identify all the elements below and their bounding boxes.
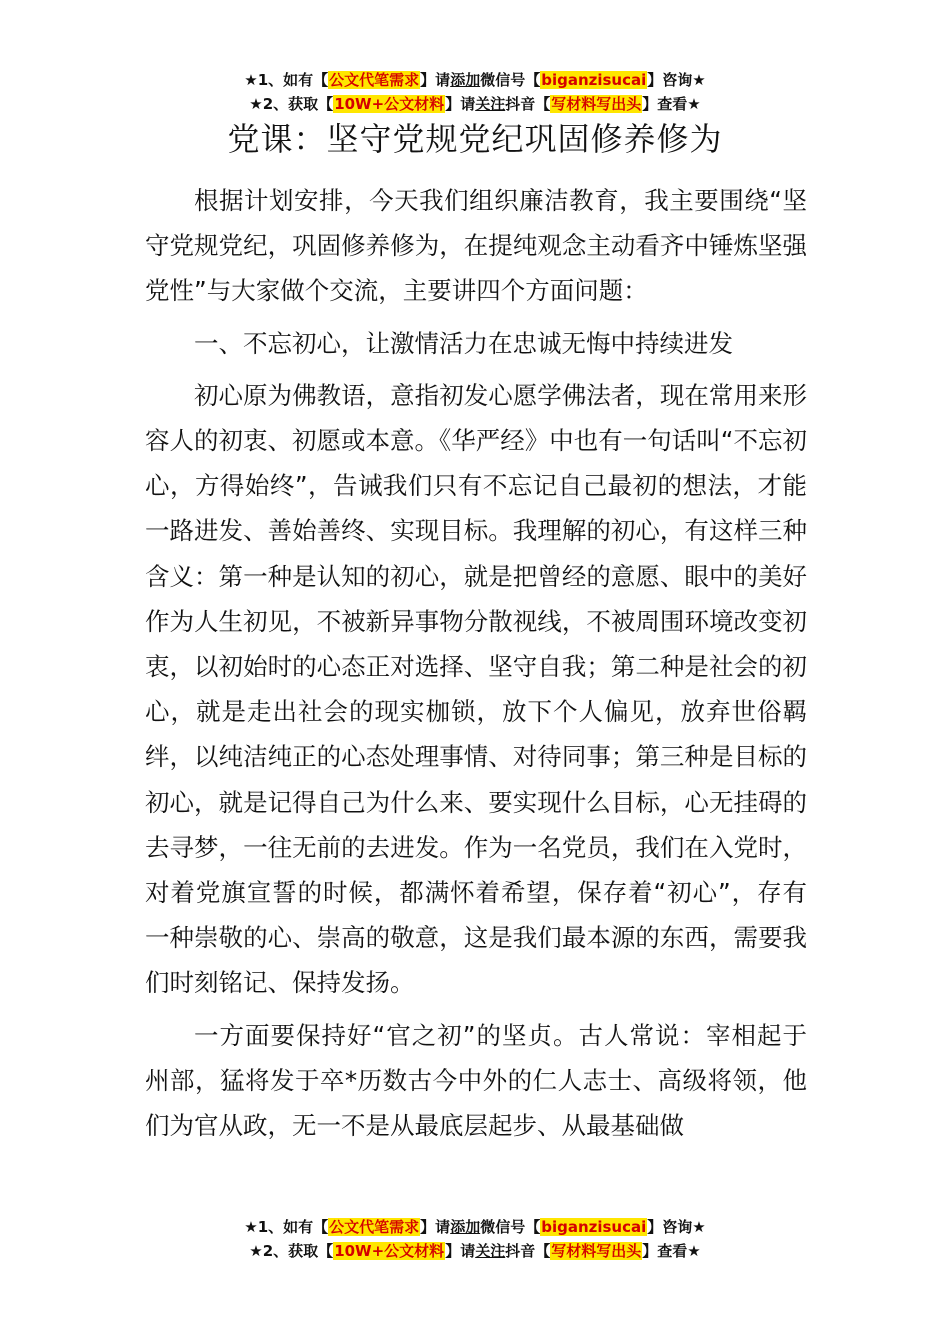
banner-underlined: 添加 xyxy=(450,1218,481,1236)
banner-underlined: 添加 xyxy=(450,71,481,89)
banner-highlight: 写材料写出头 xyxy=(551,95,642,113)
document-body xyxy=(145,178,807,1155)
banner-highlight: 公文代笔需求 xyxy=(329,71,420,89)
banner-line-2 xyxy=(0,92,950,116)
section-heading-1: 一、不忘初心，让激情活力在忠诚无悔中持续进发 xyxy=(194,328,733,358)
banner-text: ★1、如有【 xyxy=(244,71,329,89)
banner-highlight: 10W+公文材料 xyxy=(334,1242,445,1260)
document-title: 党课：坚守党规党纪巩固修养修为 xyxy=(227,120,723,158)
paragraph-intro: 根据计划安排，今天我们组织廉洁教育，我主要围绕“坚守党规党纪，巩固修养修为，在提纯观念主动看齐中锤炼坚强党性”与大家做个交流，主要讲四个方面问题： xyxy=(145,186,807,306)
banner-text: ★1、如有【 xyxy=(244,1218,329,1236)
banner-text: 】请 xyxy=(420,1218,451,1236)
banner-text: 抖音【 xyxy=(505,95,551,113)
banner-text: 】请 xyxy=(445,1242,476,1260)
banner-text: ★2、获取【 xyxy=(249,1242,334,1260)
banner-text: 】查看★ xyxy=(642,1242,701,1260)
footer-banner xyxy=(0,1215,950,1263)
banner-text: 微信号【 xyxy=(480,1218,541,1236)
banner-text: 】请 xyxy=(420,71,451,89)
banner-text: 】请 xyxy=(445,95,476,113)
banner-text: 微信号【 xyxy=(480,71,541,89)
paragraph-body: 一方面要保持好“官之初”的坚贞。古人常说：宰相起于州部，猛将发于卒*历数古今中外的仁人志士、高级将领，他们为官从政，无一不是从最底层起步、从最基础做 xyxy=(145,1020,807,1141)
paragraph-body: 初心原为佛教语，意指初发心愿学佛法者，现在常用来形容人的初衷、初愿或本意。《华严经》中也有一句话叫“不忘初心，方得始终”，告诫我们只有不忘记自己最初的想法，才能一路进发、善始善终、实现目标。我理解的初心，有这样三种含义：第一种是认知的初心，就是把曾经的意愿、眼中的美好作为人生初见，不被新异事物分散视线，不被周围环境改变初衷，以初始时的心态正对选择、坚守自我；第二种是社会的初心，就是走出社会的现实枷锁，放下个人偏见，放弃世俗羁绊，以纯洁纯正的心态处理事情、对待同事；第三种是目标的初心，就是记得自己为什么来、要实现什么目标，心无挂碍的去寻梦，一往无前的去进发。作为一名党员，我们在入党时，对着党旗宣誓的时候，都满怀着希望，保存着“初心”，存有一种崇敬的心、崇高的敬意，这是我们最本源的东西，需要我们时刻铭记、保持发扬。 xyxy=(145,380,807,998)
banner-underlined: 关注 xyxy=(475,1242,506,1260)
banner-line-1 xyxy=(0,1215,950,1239)
banner-highlight: biganzisucai xyxy=(541,1218,647,1236)
banner-line-1 xyxy=(0,68,950,92)
banner-line-2 xyxy=(0,1239,950,1263)
banner-underlined: 关注 xyxy=(475,95,506,113)
banner-text: ★2、获取【 xyxy=(249,95,334,113)
banner-highlight: 公文代笔需求 xyxy=(329,1218,420,1236)
banner-text: 】咨询★ xyxy=(647,71,706,89)
banner-highlight: biganzisucai xyxy=(541,71,647,89)
banner-text: 】查看★ xyxy=(642,95,701,113)
banner-text: 】咨询★ xyxy=(647,1218,706,1236)
banner-highlight: 10W+公文材料 xyxy=(334,95,445,113)
banner-text: 抖音【 xyxy=(505,1242,551,1260)
banner-highlight: 写材料写出头 xyxy=(551,1242,642,1260)
header-banner xyxy=(0,68,950,116)
